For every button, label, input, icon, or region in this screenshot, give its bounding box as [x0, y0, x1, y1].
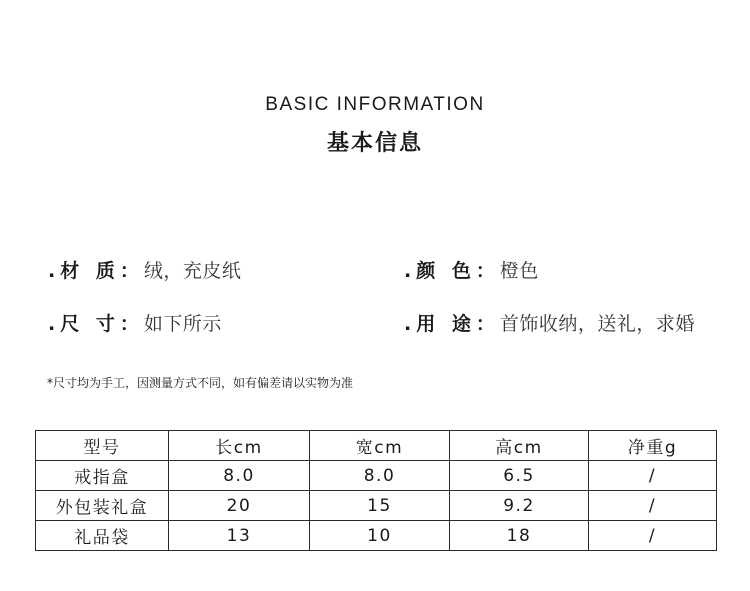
table-row: [36, 491, 717, 521]
table-header-cell: 高cm: [450, 431, 589, 461]
title-chinese: 基本信息: [326, 131, 423, 156]
table-header-row: [36, 431, 717, 461]
attr-size-label: .尺 寸：: [48, 313, 144, 335]
table-cell: 20: [169, 491, 310, 521]
table-cell: /: [589, 461, 717, 491]
attr-usage: [404, 311, 695, 337]
table-header-cell: 净重g: [589, 431, 717, 461]
attr-size-value: 如下所示: [143, 313, 222, 335]
attr-usage-label: .用 途：: [404, 313, 500, 335]
attr-material-value: 绒，充皮纸: [143, 260, 242, 282]
table-cell: 6.5: [450, 461, 589, 491]
table-header-cell: 型号: [36, 431, 169, 461]
attr-material: [48, 258, 241, 284]
table-header-cell: 长cm: [169, 431, 310, 461]
measurement-note: *尺寸均为手工，因测量方式不同，如有偏差请以实物为准: [47, 376, 354, 390]
table-cell: 外包装礼盒: [36, 491, 169, 521]
table-cell: 8.0: [169, 461, 310, 491]
table-cell: 8.0: [310, 461, 450, 491]
attr-color: [404, 258, 539, 284]
table-cell: 戒指盒: [36, 461, 169, 491]
table-cell: 10: [310, 521, 450, 551]
table-cell: 15: [310, 491, 450, 521]
table-cell: 13: [169, 521, 310, 551]
table-cell: 18: [450, 521, 589, 551]
table-cell: 9.2: [450, 491, 589, 521]
title-english: BASIC INFORMATION: [265, 94, 485, 115]
attr-usage-value: 首饰收纳，送礼，求婚: [499, 313, 695, 335]
attr-material-label: .材 质：: [48, 260, 144, 282]
attr-color-value: 橙色: [499, 260, 539, 282]
table-row: [36, 461, 717, 491]
attr-color-label: .颜 色：: [404, 260, 500, 282]
table-row: [36, 521, 717, 551]
attr-size: [48, 311, 222, 337]
table-cell: /: [589, 521, 717, 551]
table-cell: /: [589, 491, 717, 521]
table-header-cell: 宽cm: [310, 431, 450, 461]
size-table: [35, 430, 717, 551]
table-cell: 礼品袋: [36, 521, 169, 551]
